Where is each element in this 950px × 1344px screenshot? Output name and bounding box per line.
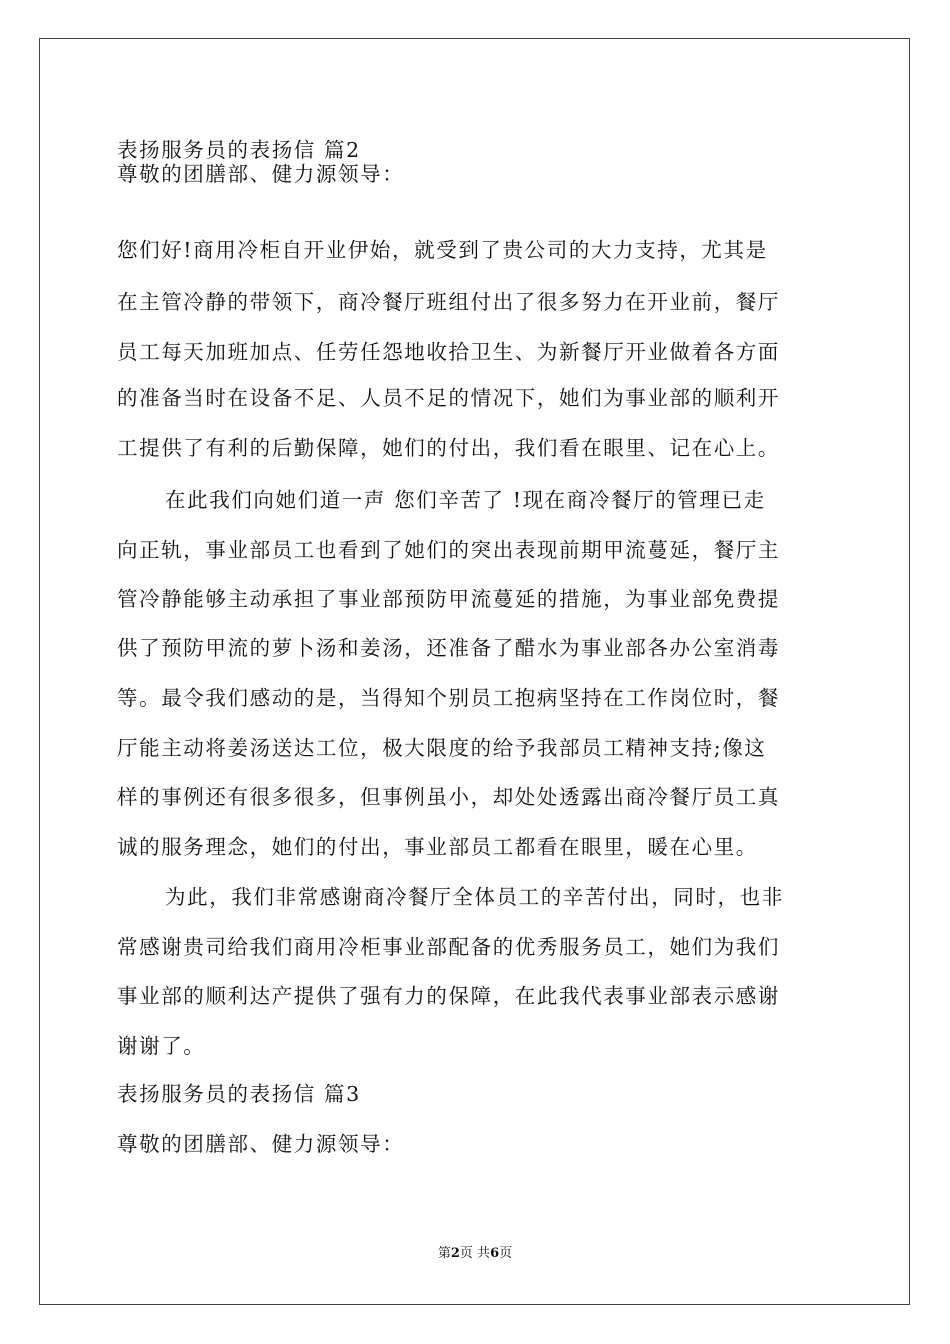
- paragraph-line: 为此，我们非常感谢商冷餐厅全体员工的辛苦付出，同时，也非: [165, 885, 784, 909]
- paragraph-line: 员工每天加班加点、任劳任怨地收拾卫生、为新餐厅开业做着各方面: [117, 340, 780, 364]
- paragraph-line: 在此我们向她们道一声 您们辛苦了 !现在商冷餐厅的管理已走: [165, 488, 766, 512]
- paragraph-line: 供了预防甲流的萝卜汤和姜汤，还准备了醋水为事业部各办公室消毒: [117, 636, 780, 660]
- paragraph-line: 在主管冷静的带领下，商冷餐厅班组付出了很多努力在开业前，餐厅: [117, 290, 780, 314]
- footer-prefix: 第: [437, 1246, 451, 1261]
- section-heading: 表扬服务员的表扬信 篇3: [117, 1082, 361, 1106]
- section-heading: 表扬服务员的表扬信 篇2: [117, 138, 361, 162]
- paragraph-line: 管冷静能够主动承担了事业部预防甲流蔓延的措施，为事业部免费提: [117, 587, 780, 611]
- current-page-number: 2: [450, 1246, 460, 1261]
- paragraph-line: 样的事例还有很多很多，但事例虽小，却处处透露出商冷餐厅员工真: [117, 785, 780, 809]
- paragraph-line: 工提供了有利的后勤保障，她们的付出，我们看在眼里、记在心上。: [117, 436, 780, 460]
- total-page-count: 6: [490, 1246, 500, 1261]
- page-footer: [0, 1246, 950, 1262]
- footer-suffix: 页: [499, 1246, 513, 1261]
- salutation: 尊敬的团膳部、健力源领导：: [117, 1132, 405, 1156]
- page-border: [39, 38, 910, 1305]
- paragraph-line: 向正轨，事业部员工也看到了她们的突出表现前期甲流蔓延，餐厅主: [117, 538, 780, 562]
- paragraph-line: 常感谢贵司给我们商用冷柜事业部配备的优秀服务员工，她们为我们: [117, 935, 780, 959]
- paragraph-line: 您们好!商用冷柜自开业伊始，就受到了贵公司的大力支持，尤其是: [117, 238, 768, 262]
- paragraph-line: 诚的服务理念，她们的付出，事业部员工都看在眼里，暖在心里。: [117, 835, 758, 859]
- paragraph-line: 谢谢了。: [117, 1034, 206, 1058]
- paragraph-line: 等。最令我们感动的是，当得知个别员工抱病坚持在工作岗位时，餐: [117, 686, 780, 710]
- salutation: 尊敬的团膳部、健力源领导：: [117, 162, 405, 186]
- footer-middle: 页 共: [459, 1246, 491, 1261]
- paragraph-line: 事业部的顺利达产提供了强有力的保障，在此我代表事业部表示感谢: [117, 984, 780, 1008]
- paragraph-line: 厅能主动将姜汤送达工位，极大限度的给予我部员工精神支持;像这: [117, 736, 767, 760]
- paragraph-line: 的准备当时在设备不足、人员不足的情况下，她们为事业部的顺利开: [117, 386, 780, 410]
